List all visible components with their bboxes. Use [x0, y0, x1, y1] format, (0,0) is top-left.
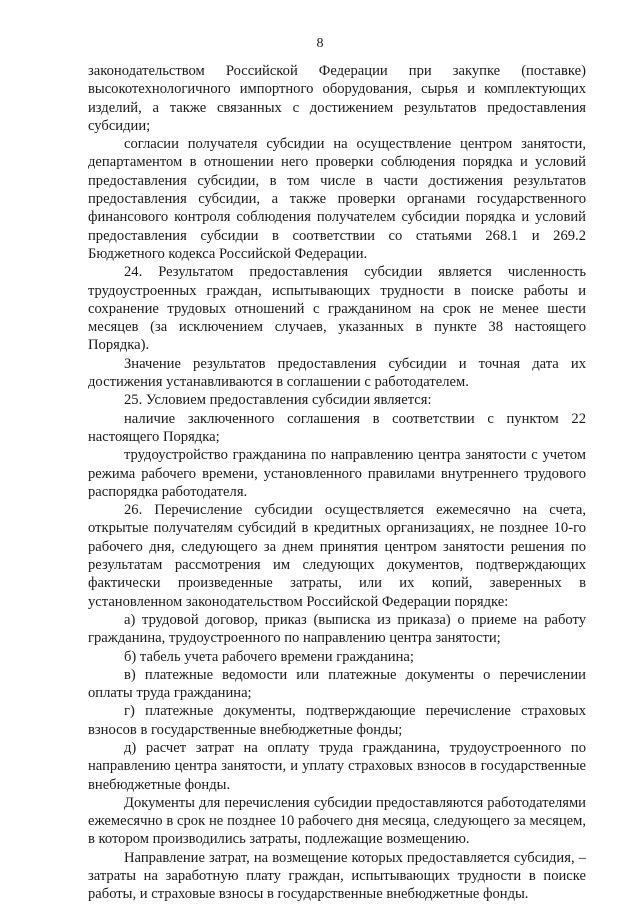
- paragraph: Направление затрат, на возмещение которых предоставляется субсидия, – затраты на заработную плату граждан, испытывающих трудности в поиске работы, и страховые взносы в государственные внебюджетные фонды.: [88, 849, 586, 903]
- list-item: г) платежные документы, подтверждающие перечисление страховых взносов в государственные внебюджетные фонды;: [88, 703, 586, 738]
- document-body: [88, 62, 586, 904]
- list-item: а) трудовой договор, приказ (выписка из приказа) о приеме на работу гражданина, трудоустроенного по направлению центра занятости;: [88, 611, 586, 647]
- list-item: д) расчет затрат на оплату труда гражданина, трудоустроенного по направлению центра занятости, и уплату страховых взносов в государственные внебюджетные фонды.: [88, 739, 586, 793]
- paragraph: согласии получателя субсидии на осуществление центром занятости, департаментом в отношении него проверки соблюдения порядка и условий предоставления субсидии, в том числе в части достижения результатов предоставления субсидии, а также проверки органами государственного финансового контроля соблюдения получателем субсидии порядка и условий предоставления субсидии в соответствии со статьями 268.1 и 269.2 Бюджетного кодекса Российской Федерации.: [88, 136, 586, 262]
- paragraph: трудоустройство гражданина по направлению центра занятости с учетом режима рабочего времени, установленного правилами внутреннего трудового распорядка работодателя.: [88, 447, 586, 500]
- paragraph: Значение результатов предоставления субсидии и точная дата их достижения устанавливаются в соглашении с работодателем.: [88, 355, 586, 391]
- paragraph: 26. Перечисление субсидии осуществляется ежемесячно на счета, открытые получателям субсидий в кредитных организациях, не позднее 10-го рабочего дня, следующего за днем принятия центром занятости решения по результатам рассмотрения им следующих документов, подтверждающих фактически произведенные затраты, или их копий, заверенных в установленном законодательством Российской Федерации порядке:: [88, 502, 586, 610]
- paragraph: 25. Условием предоставления субсидии является:: [124, 392, 432, 409]
- page-number: 8: [316, 36, 324, 51]
- paragraph: наличие заключенного соглашения в соответствии с пунктом 22 настоящего Порядка;: [88, 410, 586, 445]
- list-item: в) платежные ведомости или платежные документы о перечислении оплаты труда гражданина;: [88, 666, 586, 702]
- paragraph: законодательством Российской Федерации при закупке (поставке) высокотехнологичного импортного оборудования, сырья и комплектующих изделий, а также связанных с достижением результатов предоставления субсидии;: [88, 63, 586, 134]
- list-item: б) табель учета рабочего времени гражданина;: [124, 648, 414, 665]
- paragraph: Документы для перечисления субсидии предоставляются работодателями ежемесячно в срок не позднее 10 рабочего дня месяца, следующего за месяцем, в котором производились затраты, подлежащие возмещению.: [88, 794, 586, 848]
- paragraph: 24. Результатом предоставления субсидии является численность трудоустроенных граждан, испытывающих трудности в поиске работы и сохранение трудовых отношений с гражданином на срок не менее шести месяцев (за исключением случаев, указанных в пункте 38 настоящего Порядка).: [88, 264, 586, 354]
